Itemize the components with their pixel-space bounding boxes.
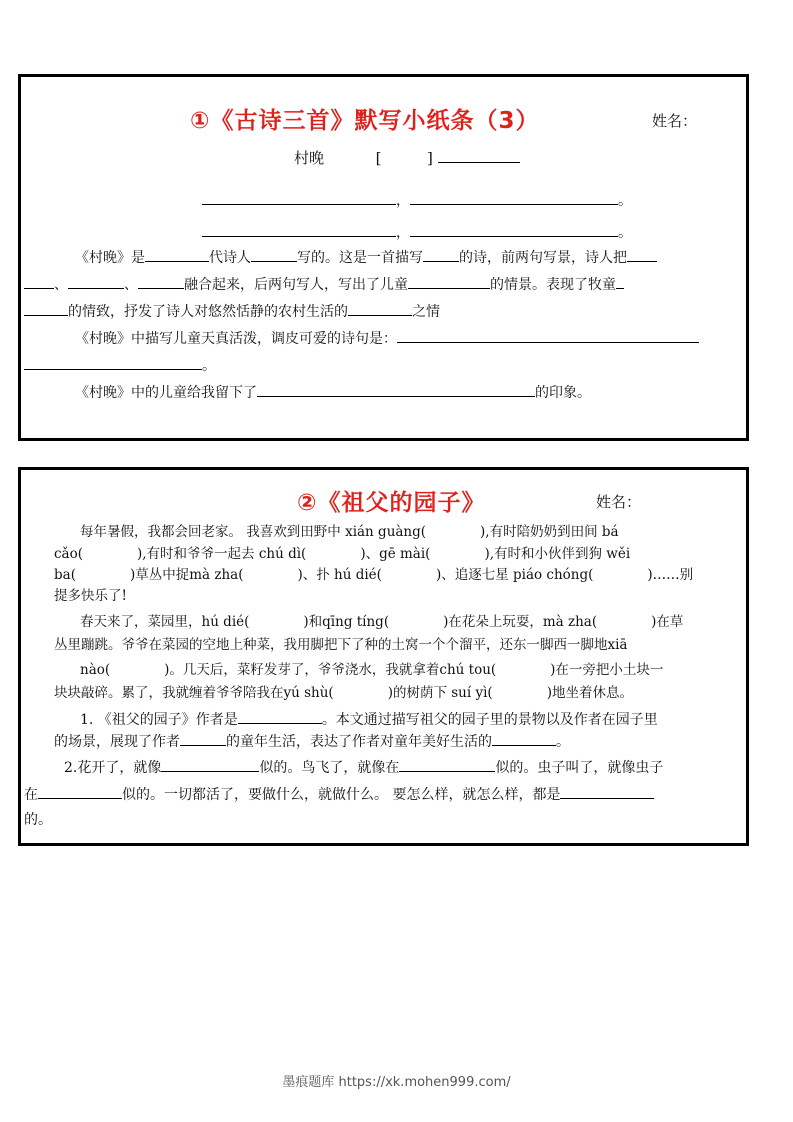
blank[interactable] — [145, 247, 209, 262]
blank[interactable] — [138, 274, 184, 289]
text: 之情 — [412, 304, 440, 320]
footer-watermark: 墨痕题库 https://xk.mohen999.com/ — [282, 1075, 511, 1090]
blank[interactable] — [251, 247, 297, 262]
poem-blank-2b[interactable] — [410, 222, 618, 237]
poem-title: 村晚 — [294, 149, 325, 167]
blank[interactable] — [399, 757, 495, 772]
card2-name-label: 姓名： — [596, 493, 642, 511]
blank[interactable] — [423, 247, 459, 262]
card2-line-5: 春天来了，菜园里，hú dié( )和qīng tíng( )在花朵上玩耍，mà zha( )在草 — [80, 614, 684, 630]
text: 《村晚》中描写儿童天真活泼，调皮可爱的诗句是： — [75, 331, 397, 347]
card2-q2-line-3: 的。 — [24, 812, 52, 828]
blank[interactable] — [257, 382, 535, 397]
blank[interactable] — [397, 328, 699, 343]
text: 的印象。 — [535, 385, 591, 401]
card2-q1-line-1 — [80, 709, 658, 730]
text: 、 — [54, 277, 68, 293]
blank[interactable] — [238, 709, 322, 724]
card2-line-8: 块块敲碎。累了，我就缠着爷爷陪我在yú shù( )的树荫下 suí yì( )地坐着休息。 — [54, 685, 633, 701]
text: 的情致，抒发了诗人对悠然恬静的农村生活的 — [68, 304, 348, 320]
text: 《村晚》是 — [75, 250, 145, 266]
text: 写的。这是一首描写 — [297, 250, 423, 266]
bracket-close: ] — [427, 149, 433, 167]
blank[interactable] — [38, 784, 122, 799]
poem-blank-1a[interactable] — [202, 190, 396, 205]
poem-line-1 — [202, 190, 632, 211]
card2-line-7: nào( )。几天后，菜籽发芽了，爷爷浇水，我就拿着chú tou( )在一旁把小土块一 — [80, 662, 664, 678]
text: 的童年生活，表达了作者对童年美好生活的 — [226, 734, 492, 750]
poem-blank-1b[interactable] — [410, 190, 618, 205]
text: 似的。鸟飞了，就像在 — [259, 760, 400, 776]
card2-q2-line-1 — [64, 757, 663, 778]
blank[interactable] — [560, 784, 654, 799]
card1-para-line-5 — [24, 355, 216, 376]
text: 1. 《祖父的园子》作者是 — [80, 712, 238, 728]
poem-heading — [294, 148, 520, 168]
blank[interactable] — [68, 274, 124, 289]
blank[interactable] — [492, 731, 556, 746]
poem-blank-2a[interactable] — [202, 222, 396, 237]
text: 。本文通过描写祖父的园子里的景物以及作者在园子里 — [321, 712, 658, 728]
card2-line-4: 提多快乐了! — [54, 588, 127, 604]
text: 似的。一切都活了，要做什么，就做什么。 要怎么样，就怎么样，都是 — [122, 787, 561, 803]
card1-name-label: 姓名： — [652, 112, 698, 130]
period: 。 — [618, 193, 632, 209]
card1-para-line-4 — [75, 328, 699, 349]
poem-line-2 — [202, 222, 632, 243]
card2-q1-line-2 — [54, 731, 570, 752]
card1-para-line-6 — [75, 382, 591, 403]
blank[interactable] — [180, 731, 226, 746]
blank[interactable] — [24, 274, 54, 289]
text: 《村晚》中的儿童给我留下了 — [75, 385, 257, 401]
card2-q2-line-2 — [24, 784, 654, 805]
text: 在 — [24, 787, 38, 803]
author-blank[interactable] — [438, 148, 520, 163]
card1-para-line-3 — [24, 301, 440, 322]
blank[interactable] — [348, 301, 412, 316]
text: 融合起来，后两句写人，写出了儿童 — [184, 277, 408, 293]
card2-line-2: cǎo( ),有时和爷爷一起去 chú dì( )、gē mài( ),有时和小伙伴到狗 wěi — [54, 546, 631, 562]
card2-title: ②《祖父的园子》 — [297, 490, 486, 516]
text: 似的。虫子叫了，就像虫子 — [495, 760, 664, 776]
bracket-open: [ — [375, 149, 382, 167]
text: 。 — [202, 358, 216, 374]
blank[interactable] — [161, 757, 259, 772]
text: 、 — [124, 277, 138, 293]
card1-para-line-2 — [24, 274, 624, 295]
text: 的诗，前两句写景，诗人把 — [459, 250, 627, 266]
comma: ， — [396, 225, 410, 241]
text: 。 — [556, 734, 570, 750]
card2-line-3: ba( )草丛中捉mà zha( )、扑 hú dié( )、追逐七星 piáo chóng( )……别 — [54, 567, 694, 583]
comma: ， — [396, 193, 410, 209]
card2-line-6: 丛里蹦跳。爷爷在菜园的空地上种菜，我用脚把下了种的土窝一个个溜平，还东一脚西一脚地xiā — [54, 637, 628, 653]
blank[interactable] — [24, 301, 68, 316]
period: 。 — [618, 225, 632, 241]
blank[interactable] — [627, 247, 657, 262]
blank[interactable] — [24, 355, 202, 370]
text: 的场景，展现了作者 — [54, 734, 180, 750]
text: 的情景。表现了牧童 — [490, 277, 616, 293]
blank[interactable] — [616, 274, 624, 289]
card1-para-line-1 — [75, 247, 657, 268]
card2-line-1: 每年暑假，我都会回老家。 我喜欢到田野中 xián guàng( ),有时陪奶奶到田间 bá — [80, 524, 619, 540]
text: 2.花开了，就像 — [64, 760, 162, 776]
text: 代诗人 — [209, 250, 251, 266]
card1-title: ①《古诗三首》默写小纸条（3） — [190, 108, 540, 134]
blank[interactable] — [408, 274, 490, 289]
